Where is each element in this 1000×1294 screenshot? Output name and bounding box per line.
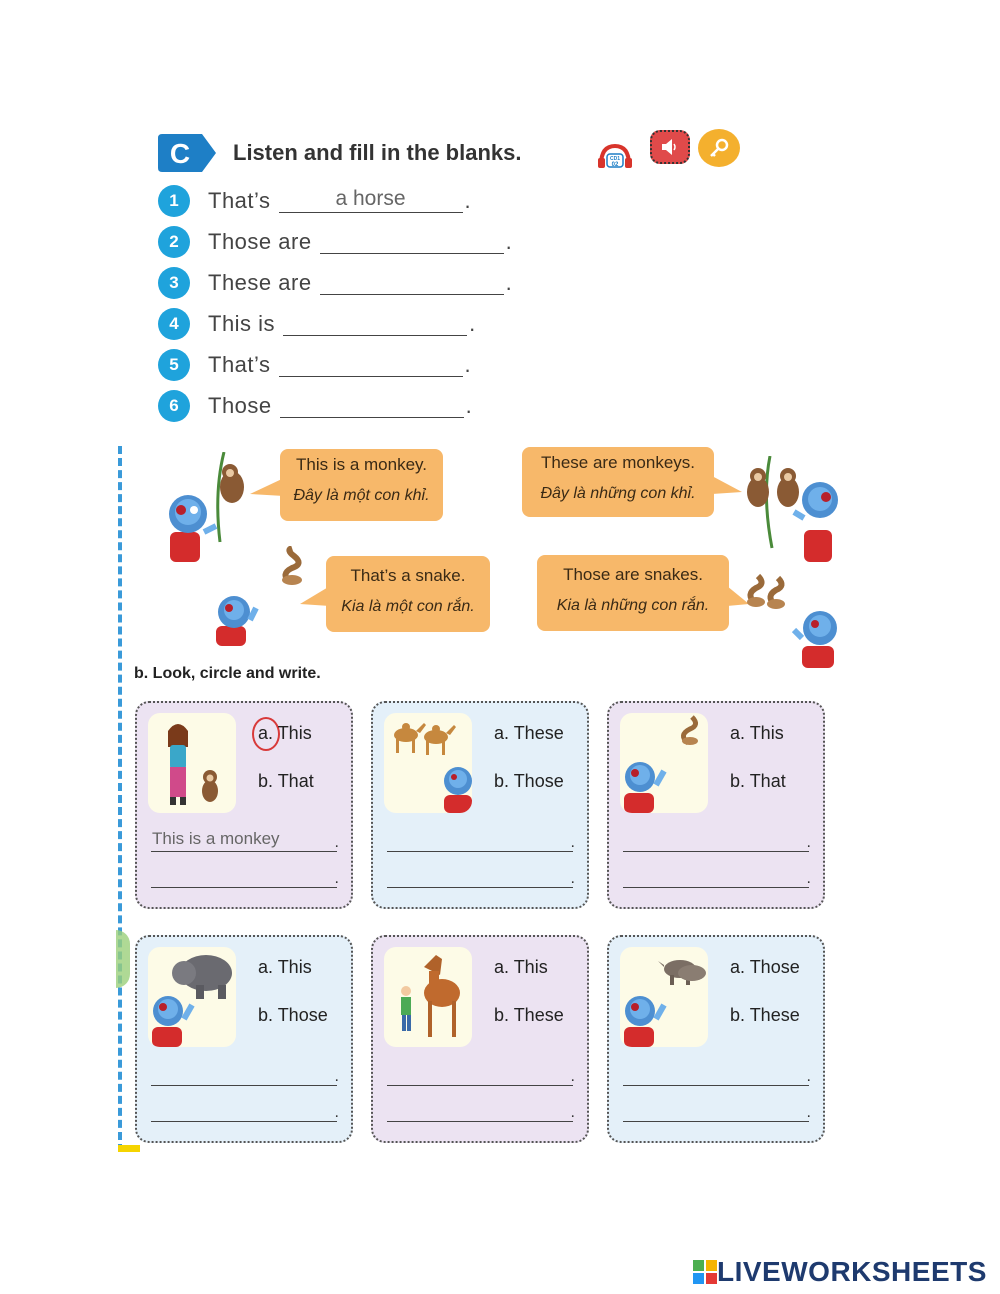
option-b[interactable]: b. These xyxy=(730,1005,800,1025)
speech-bubble-3 xyxy=(326,556,490,632)
sentence-stem: That’s xyxy=(208,188,271,213)
liveworksheets-logo[interactable] xyxy=(693,1256,987,1288)
badge-letter: C xyxy=(169,138,191,169)
horse-picture xyxy=(384,947,472,1047)
exercise-card-3: a. This b. That . . xyxy=(607,701,825,909)
blank-row-6: 6 Those . xyxy=(158,391,472,421)
bubble-english: Those are snakes. xyxy=(563,565,703,584)
write-line-2[interactable] xyxy=(623,1097,809,1122)
write-line-2[interactable] xyxy=(151,1097,337,1122)
headphones-icon xyxy=(597,143,633,169)
section-c-badge xyxy=(158,134,216,172)
write-line-2[interactable] xyxy=(623,863,809,888)
option-a[interactable]: a. This xyxy=(494,957,548,977)
bubble-vietnamese: Kia là một con rắn. xyxy=(341,598,475,615)
bubble-vietnamese: Đây là một con khỉ. xyxy=(293,487,430,504)
sentence-stem: This is xyxy=(208,311,276,336)
boy-with-snakes-illustration xyxy=(744,568,838,668)
blank-row-3: 3 These are . xyxy=(158,268,512,298)
option-b[interactable]: b. That xyxy=(730,771,786,791)
decorative-mark xyxy=(118,1145,140,1152)
logo-icon xyxy=(693,1260,717,1284)
blank-row-5: 5 That’s . xyxy=(158,350,471,380)
answer-key-button[interactable] xyxy=(698,129,740,167)
write-line-1[interactable] xyxy=(623,1061,809,1086)
exercise-card-2: a. These b. Those . . xyxy=(371,701,589,909)
answer-blank[interactable] xyxy=(279,350,463,377)
sentence-stem: Those xyxy=(208,393,272,418)
bubble-vietnamese: Kia là những con rắn. xyxy=(556,597,710,614)
item-number: 4 xyxy=(158,308,190,340)
svg-text:CD1: CD1 xyxy=(609,156,621,162)
option-a[interactable]: a. Those xyxy=(730,957,800,977)
speech-bubble-2 xyxy=(522,447,714,517)
hippo-picture xyxy=(148,947,236,1047)
option-a[interactable]: a. This xyxy=(730,723,784,743)
write-line-2[interactable] xyxy=(387,1097,573,1122)
rhinos-picture xyxy=(620,947,708,1047)
brand-name: LIVEWORKSHEETS xyxy=(717,1256,987,1287)
option-b[interactable]: b. These xyxy=(494,1005,564,1025)
sentence-stem: These are xyxy=(208,270,312,295)
bubble-english: These are monkeys. xyxy=(540,453,695,472)
option-b[interactable]: b. That xyxy=(258,771,314,791)
girl-with-monkey-picture xyxy=(148,713,236,813)
write-line-1[interactable] xyxy=(623,827,809,852)
blank-row-2: 2 Those are . xyxy=(158,227,512,257)
answer-blank[interactable] xyxy=(320,268,504,295)
option-a[interactable]: a. This xyxy=(258,723,312,743)
bubble-english: This is a monkey. xyxy=(295,455,427,474)
bubble-vietnamese: Đây là những con khỉ. xyxy=(540,485,696,502)
svg-text:02: 02 xyxy=(611,162,619,168)
boy-with-monkeys-illustration xyxy=(742,456,838,564)
write-line-1[interactable] xyxy=(387,1061,573,1086)
bubble-tail xyxy=(712,476,742,496)
bubble-english: That’s a snake. xyxy=(350,566,466,585)
exercise-card-6: a. Those b. These . . xyxy=(607,935,825,1143)
page-border-strip xyxy=(118,446,123,1152)
item-number: 6 xyxy=(158,390,190,422)
item-number: 2 xyxy=(158,226,190,258)
section-b-heading: b. Look, circle and write. xyxy=(134,665,321,682)
item-number: 5 xyxy=(158,349,190,381)
sentence-stem: That’s xyxy=(208,352,271,377)
answer-blank[interactable] xyxy=(320,227,504,254)
write-line-2[interactable] xyxy=(387,863,573,888)
snake-picture xyxy=(620,713,708,813)
speech-bubble-1 xyxy=(280,449,443,521)
speaker-icon xyxy=(660,138,680,156)
item-number: 3 xyxy=(158,267,190,299)
bubble-tail xyxy=(300,586,330,608)
exercise-card-5: a. This b. These . . xyxy=(371,935,589,1143)
section-title: Listen and fill in the blanks. xyxy=(233,140,522,165)
camels-picture xyxy=(384,713,472,813)
blank-row-1: 1 That’s a horse . xyxy=(158,186,471,216)
option-b[interactable]: b. Those xyxy=(258,1005,328,1025)
decorative-tab xyxy=(116,930,130,988)
write-line-2[interactable] xyxy=(151,863,337,888)
answer-blank[interactable] xyxy=(283,309,467,336)
write-line-1[interactable]: This is a monkey xyxy=(151,827,337,852)
speech-bubble-4 xyxy=(537,555,729,631)
answer-blank[interactable]: a horse xyxy=(279,186,463,213)
item-number: 1 xyxy=(158,185,190,217)
exercise-card-1: a. This b. That This is a monkey . . xyxy=(135,701,353,909)
boy-with-snake-illustration xyxy=(212,546,308,646)
option-a[interactable]: a. These xyxy=(494,723,564,743)
sentence-stem: Those are xyxy=(208,229,312,254)
option-a[interactable]: a. This xyxy=(258,957,312,977)
write-line-1[interactable] xyxy=(387,827,573,852)
bubble-tail xyxy=(250,478,284,498)
exercise-card-4: a. This b. Those . . xyxy=(135,935,353,1143)
answer-blank[interactable] xyxy=(280,391,464,418)
write-line-1[interactable] xyxy=(151,1061,337,1086)
key-icon xyxy=(707,136,731,160)
blank-row-4: 4 This is . xyxy=(158,309,475,339)
option-b[interactable]: b. Those xyxy=(494,771,564,791)
play-audio-button[interactable] xyxy=(650,130,690,164)
